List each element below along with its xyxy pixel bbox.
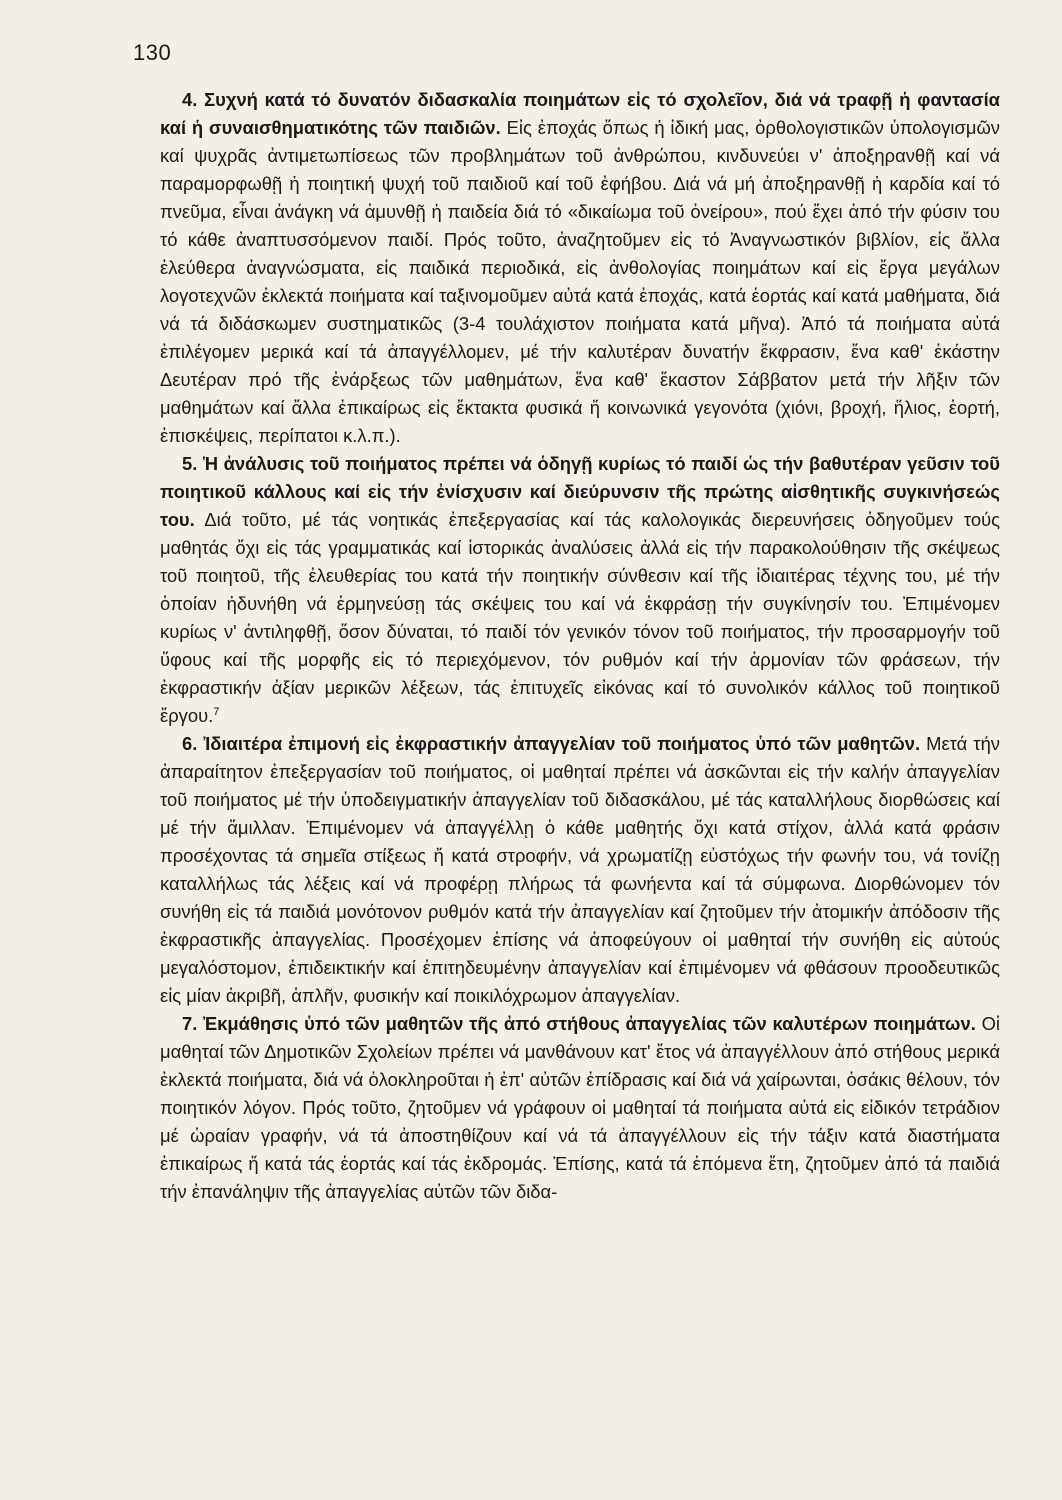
section-6-number: 6. xyxy=(182,733,198,754)
section-7-number: 7. xyxy=(182,1013,198,1034)
section-7-body: Οἱ μαθηταί τῶν Δημοτικῶν Σχολείων πρέπει νά μανθάνουν κατ' ἔτος νά ἀπαγγέλλουν ἀπό στήθους μερικά ἐκλεκτά ποιήματα, διά νά ὁλοκληροῦται ἡ ἐπ' αὐτῶν ἐπίδρασις καί διά νά χαίρωνται, ὁσάκις θέλουν, τόν ποιητικόν λόγον. Πρός τοῦτο, ζητοῦμεν νά γράφουν οἱ μαθηταί τά ποιήματα αὐτά εἰς εἰδικόν τετράδιον μέ ὡραίαν γραφήν, νά τά ἀποστηθίζουν καί νά τά ἀπαγγέλλουν εἰς τήν τάξιν κατά διαστήματα ἐπικαίρως ἤ κατά τάς ἑορτάς καί τάς ἐκδρομάς. Ἐπίσης, κατά τά ἑπόμενα ἔτη, ζητοῦμεν ἀπό τά παιδιά τήν ἐπανάληψιν τῆς ἀπαγγελίας αὐτῶν τῶν διδα- xyxy=(160,1013,1000,1202)
section-7-heading: Ἐκμάθησις ὑπό τῶν μαθητῶν τῆς ἀπό στήθους ἀπαγγελίας τῶν καλυτέρων ποιημάτων. xyxy=(203,1013,976,1034)
section-7 xyxy=(160,1010,1000,1206)
body-text xyxy=(160,86,1000,1206)
footnote-ref-7: 7 xyxy=(213,705,220,718)
section-5-heading: Ἡ ἀνάλυσις τοῦ ποιήματος πρέπει νά ὁδηγῇ κυρίως τό παιδί ὡς τήν βαθυτέραν γεῦσιν τοῦ ποιητικοῦ κάλλους καί εἰς τήν ἐνίσχυσιν καί διεύρυνσιν τῆς πρώτης αἰσθητικῆς συγκινήσεώς του. xyxy=(160,453,1000,530)
section-4-number: 4. xyxy=(182,89,198,110)
section-5-body: Διά τοῦτο, μέ τάς νοητικάς ἐπεξεργασίας καί τάς καλολογικάς διερευνήσεις ὁδηγοῦμεν τούς μαθητάς ὄχι εἰς τάς γραμματικάς καί ἱστορικάς ἀναλύσεις ἀλλά εἰς τήν παρακολούθησιν τῆς σκέψεως τοῦ ποιητοῦ, τῆς ἐλευθερίας του κατά τήν ποιητικήν σύνθεσιν καί τῆς ἰδιαιτέρας τέχνης του, μέ τήν ὁποίαν ἠδυνήθη νά ἑρμηνεύσῃ τάς σκέψεις του καί νά ἐκφράσῃ τήν συγκίνησίν του. Ἐπιμένομεν κυρίως ν' ἀντιληφθῇ, ὅσον δύναται, τό παιδί τόν γενικόν τόνον τοῦ ποιήματος, τήν προσαρμογήν τοῦ ὕφους καί τῆς μορφῆς εἰς τό περιεχόμενον, τόν ρυθμόν καί τήν ἁρμονίαν τῶν φράσεων, τήν ἐκφραστικήν ἀξίαν μερικῶν λέξεων, τάς ἐπιτυχεῖς εἰκόνας καί τό συνολικόν κάλλος τοῦ ποιητικοῦ ἔργου. xyxy=(160,509,1000,726)
section-4-body: Εἰς ἐποχάς ὅπως ἡ ἰδική μας, ὀρθολογιστικῶν ὑπολογισμῶν καί ψυχρᾶς ἀντιμετωπίσεως τῶν προβλημάτων τοῦ ἀνθρώπου, κινδυνεύει ν' ἀποξηρανθῇ καί νά παραμορφωθῇ ἡ ποιητική ψυχή τοῦ παιδιοῦ καί τοῦ ἐφήβου. Διά νά μή ἀποξηρανθῇ ἡ καρδία καί τό πνεῦμα, εἶναι ἀνάγκη νά ἀμυνθῇ ἡ παιδεία διά τό «δικαίωμα τοῦ ὀνείρου», πού ἔχει ἀπό τήν φύσιν του τό κάθε ἀναπτυσσόμενον παιδί. Πρός τοῦτο, ἀναζητοῦμεν εἰς τό Ἀναγνωστικόν βιβλίον, εἰς ἄλλα ἐλεύθερα ἀναγνώσματα, εἰς παιδικά περιοδικά, εἰς ἀνθολογίας ποιημάτων καί εἰς ἔργα μεγάλων λογοτεχνῶν ἐκλεκτά ποιήματα καί ταξινομοῦμεν αὐτά κατά ἐποχάς, κατά ἑορτάς καί κατά μαθήματα, διά νά τά διδάσκωμεν συστηματικῶς (3-4 τουλάχιστον ποιήματα κατά μῆνα). Ἀπό τά ποιήματα αὐτά ἐπιλέγομεν μερικά καί τά ἀπαγγέλλομεν, μέ τήν καλυτέραν δυνατήν ἔκφρασιν, ἕνα καθ' ἑκάστην Δευτέραν πρό τῆς ἐνάρξεως τῶν μαθημάτων, ἕνα καθ' ἕκαστον Σάββατον μετά τήν λῆξιν τῶν μαθημάτων καί ἄλλα ἐπικαίρως εἰς ἔκτακτα φυσικά ἤ κοινωνικά γεγονότα (χιόνι, βροχή, ἥλιος, ἑορτή, ἐπισκέψεις, περίπατοι κ.λ.π.). xyxy=(160,117,1000,446)
section-6 xyxy=(160,730,1000,1010)
section-5-number: 5. xyxy=(182,453,198,474)
section-4 xyxy=(160,86,1000,450)
section-4-heading: Συχνή κατά τό δυνατόν διδασκαλία ποιημάτων εἰς τό σχολεῖον, διά νά τραφῇ ἡ φαντασία καί ἡ συναισθηματικότης τῶν παιδιῶν. xyxy=(160,89,1000,138)
section-6-heading: Ἰδιαιτέρα ἐπιμονή εἰς ἐκφραστικήν ἀπαγγελίαν τοῦ ποιήματος ὑπό τῶν μαθητῶν. xyxy=(203,733,921,754)
section-5 xyxy=(160,450,1000,730)
section-6-body: Μετά τήν ἀπαραίτητον ἐπεξεργασίαν τοῦ ποιήματος, οἱ μαθηταί πρέπει νά ἀσκῶνται εἰς τήν καλήν ἀπαγγελίαν τοῦ ποιήματος μέ τήν ὑποδειγματικήν ἀπαγγελίαν τοῦ διδασκάλου, μέ τάς καταλλήλους διορθώσεις καί μέ τήν ἅμιλλαν. Ἐπιμένομεν νά ἀπαγγέλλῃ ὁ κάθε μαθητής ὄχι κατά στίχον, ἀλλά κατά φράσιν προσέχοντας τά σημεῖα στίξεως ἤ κατά στροφήν, νά χρωματίζῃ εὐστόχως τήν φωνήν του, νά τονίζῃ καταλλήλως τάς λέξεις καί νά προφέρῃ πλήρως τά φωνήεντα καί τά σύμφωνα. Διορθώνομεν τόν συνήθη εἰς τά παιδιά μονότονον ρυθμόν κατά τήν ἀπαγγελίαν καί ζητοῦμεν τήν ἀτομικήν ἀπόδοσιν τῆς ἐκφραστικῆς ἀπαγγελίας. Προσέχομεν ἐπίσης νά ἀποφεύγουν οἱ μαθηταί τήν συνήθη εἰς αὐτούς μεγαλόστομον, ἐπιδεικτικήν καί ἐπιτηδευμένην ἀπαγγελίαν καί ἐπιμένομεν νά φθάσουν προοδευτικῶς εἰς μίαν ἀκριβῆ, ἁπλῆν, φυσικήν καί ποικιλόχρωμον ἀπαγγελίαν. xyxy=(160,733,1000,1006)
page-number: 130 xyxy=(133,40,172,65)
